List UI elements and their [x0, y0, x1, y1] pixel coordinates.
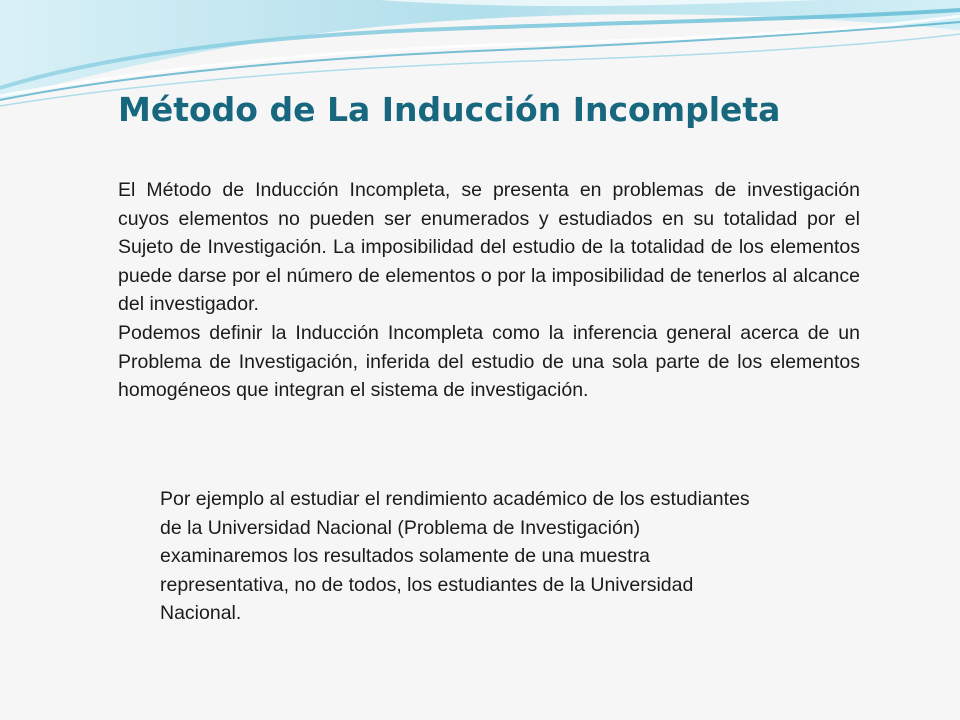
paragraph-definition: Podemos definir la Inducción Incompleta como la inferencia general acerca de un Problema de Investigación, inferida del estudio de una sola parte de los elementos homogéneos que integran el sistema de investigación. [118, 321, 860, 402]
slide-title: Método de La Inducción Incompleta [118, 90, 781, 129]
example-paragraph: Por ejemplo al estudiar el rendimiento académico de los estudiantes de la Universidad Nacional (Problema de Investigación) examinaremos los resultados solamente de una muestra representativa, no de todos, los estudiantes de la Universidad Nacional. [160, 488, 750, 625]
paragraph-definition-intro: El Método de Inducción Incompleta, se presenta en problemas de investigación cuyos elementos no pueden ser enumerados y estudiados en su totalidad por el Sujeto de Investigación. La imposibilidad del estudio de la totalidad de los elementos puede darse por el número de elementos o por la imposibilidad de tenerlos al alcance del investigador. [118, 179, 860, 316]
body-text [118, 176, 860, 405]
